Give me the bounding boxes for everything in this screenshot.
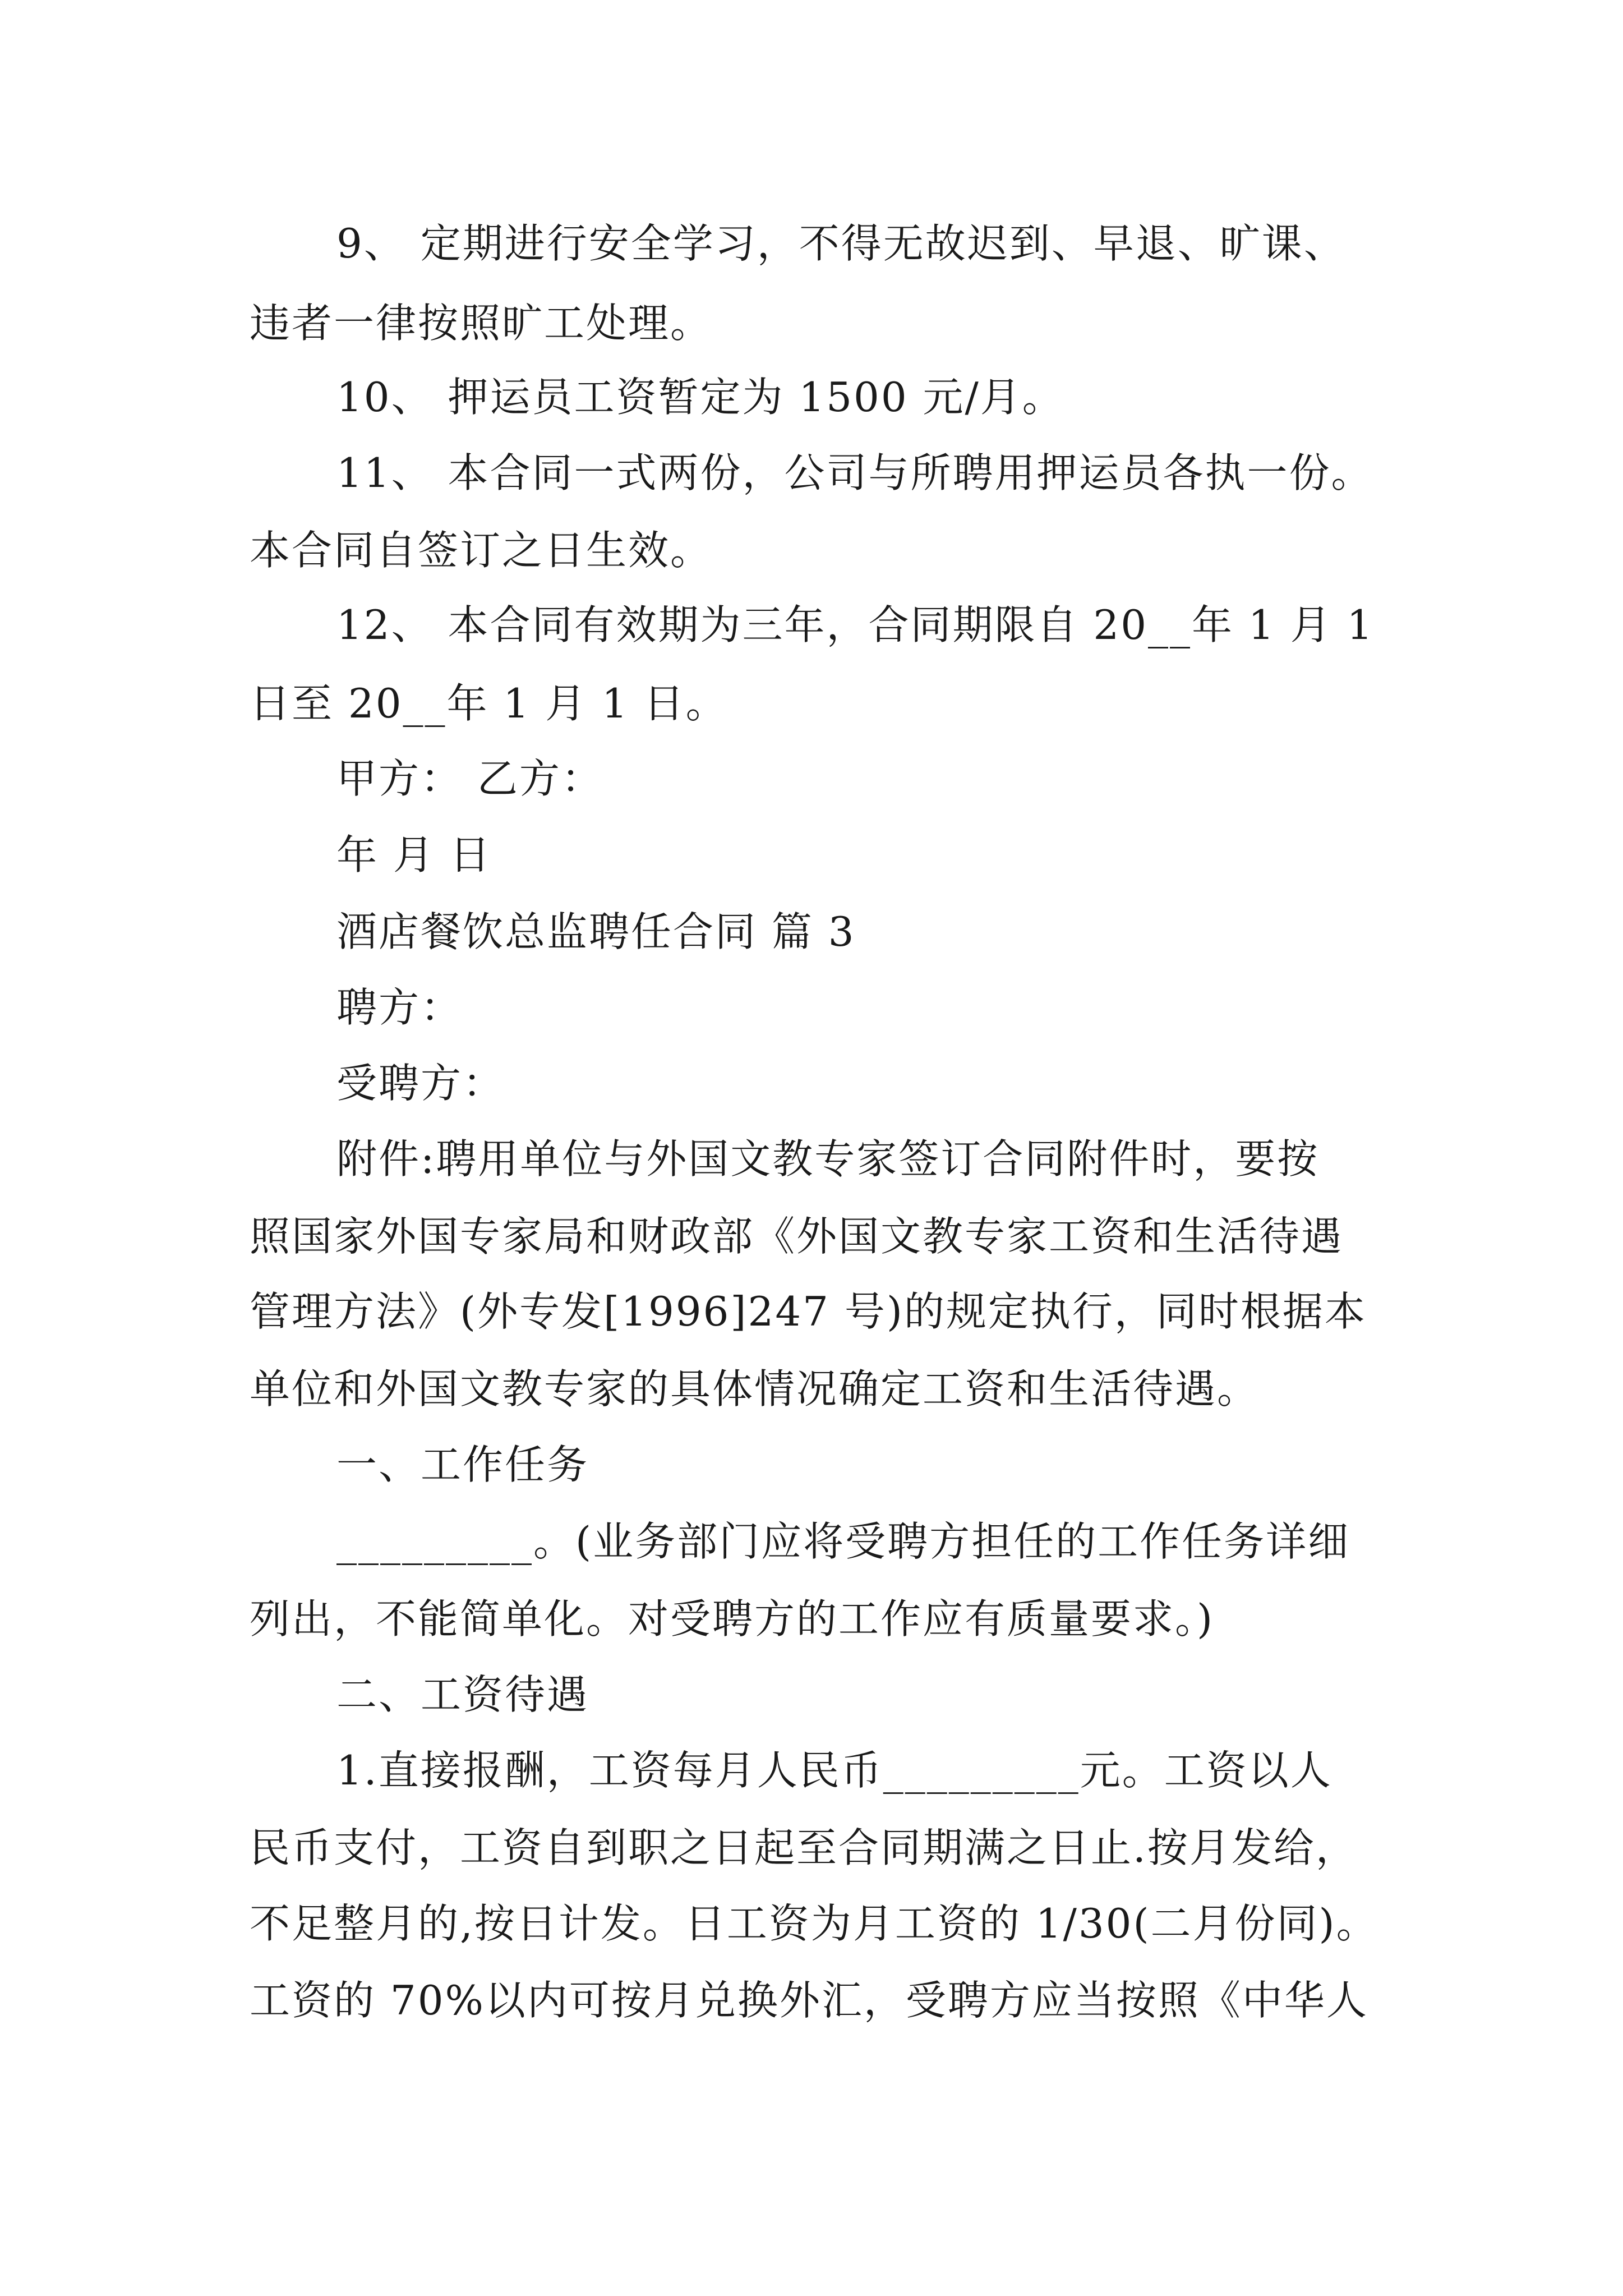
- text-line: 单位和外国文教专家的具体情况确定工资和生活待遇。: [250, 1365, 1260, 1412]
- text-line: 列出，不能简单化。对受聘方的工作应有质量要求。): [250, 1595, 1215, 1642]
- signature-line: 甲方： 乙方：: [336, 755, 603, 802]
- section-heading: 二、工资待遇: [336, 1671, 589, 1718]
- text-line: 日至 20__年 1 月 1 日。: [250, 680, 728, 727]
- text-line: 10、 押运员工资暂定为 1500 元/月。: [336, 374, 1064, 421]
- text-line: 工资的 70%以内可按月兑换外汇，受聘方应当按照《中华人: [250, 1977, 1368, 2024]
- text-line: 民币支付，工资自到职之日起至合同期满之日止.按月发给，: [250, 1824, 1358, 1871]
- text-line: 受聘方：: [336, 1060, 505, 1107]
- text-line: 本合同自签订之日生效。: [250, 527, 713, 574]
- date-line: 年 月 日: [336, 831, 492, 878]
- text-line: 12、 本合同有效期为三年，合同期限自 20__年 1 月 1: [336, 601, 1375, 648]
- text-line: _________。(业务部门应将受聘方担任的工作任务详细: [336, 1518, 1350, 1565]
- text-line: 照国家外国专家局和财政部《外国文教专家工资和生活待遇: [250, 1213, 1344, 1260]
- section-heading: 一、工作任务: [336, 1441, 589, 1488]
- text-line: 违者一律按照旷工处理。: [250, 300, 713, 347]
- text-line: 9、 定期进行安全学习，不得无故迟到、早退、旷课、: [336, 220, 1346, 267]
- text-line: 不足整月的,按日计发。日工资为月工资的 1/30(二月份同)。: [250, 1900, 1378, 1947]
- text-line: 附件:聘用单位与外国文教专家签订合同附件时，要按: [336, 1135, 1320, 1182]
- text-line: 1.直接报酬，工资每月人民币_________元。工资以人: [336, 1747, 1332, 1794]
- text-line: 管理方法》(外专发[1996]247 号)的规定执行，同时根据本: [250, 1288, 1367, 1335]
- section-title: 酒店餐饮总监聘任合同 篇 3: [336, 908, 856, 955]
- text-line: 聘方：: [336, 984, 463, 1031]
- text-line: 11、 本合同一式两份，公司与所聘用押运员各执一份。: [336, 449, 1373, 496]
